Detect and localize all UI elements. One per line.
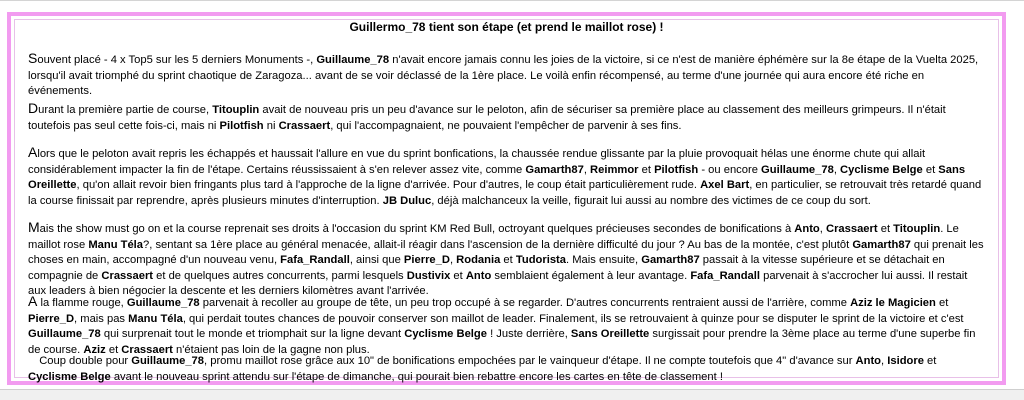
rider-name: Crassaert [101, 269, 154, 282]
text-run: et [877, 223, 894, 235]
text-run: et [105, 343, 122, 356]
rider-name: Fafa_Randall [690, 269, 760, 282]
text-run: et [638, 163, 655, 176]
text-run: et de quelques autres concurrents, parmi lesquels [153, 269, 407, 282]
rider-name: Isidore [887, 355, 924, 367]
rider-name: Gamarth87 [641, 254, 700, 267]
rider-name: Sans Oreillette [28, 163, 966, 192]
text-run: , qu'on allait revoir bien fringants plus tard à l'approche de la ligne d'arrivée. Pour d'autres, le coup était particulièrement rude. [76, 179, 701, 192]
text-run: , qui perdait toutes chances de pouvoir conserver son maillot de leader. Finalement, ils se retrouvaient à quinze pour se disputer le sprint de la victoire et c'est [182, 312, 964, 325]
rider-name: Guillaume_78 [126, 297, 200, 309]
text-run: n'étaient pas loin de la gagne non plus. [172, 343, 370, 356]
rider-name: Anto [855, 355, 882, 367]
text-run: , [881, 355, 888, 367]
rider-name: Aziz [83, 343, 106, 356]
text-run: et [935, 297, 949, 309]
rider-name: Gamarth87 [525, 163, 584, 176]
rider-name: Dustivix [406, 269, 451, 282]
text-run: ?, sentant sa 1ère place au général menacée, allait-il réagir dans l'ascension de la dernière difficulté du jour ? Au bas de la montée, c'est plutôt [143, 238, 853, 251]
rider-name: Pilotfish [654, 163, 699, 176]
text-run: , promu maillot rose grâce aux 10" de bonifications empochées par le vainqueur d'étape. Il ne compte toutefois que 4" d'avance sur [204, 355, 856, 367]
text-run: ais the show must go on et la course reprenait ses droits à l'occasion du sprint KM Red Bull, octroyant quelques précieuses secondes de bonifications à [39, 223, 795, 235]
text-run: et [500, 254, 516, 267]
rider-name: Anto [794, 223, 820, 235]
rider-name: Titouplin [212, 104, 260, 116]
text-run: parvenait à recoller au groupe de tête, un peu trop occupé à se regarder. D'autres concurrents rentraient aussi de l'arrière, comme [199, 297, 851, 309]
rider-name: Cyclisme Belge [840, 163, 923, 176]
rider-name: JB Duluc [382, 194, 432, 207]
rider-name: Crassaert [278, 119, 331, 132]
text-run: , [583, 163, 591, 176]
text-run: surgissait pour prendre la 3ème place au terme d'une superbe fin de course. [28, 328, 976, 356]
rider-name: Axel Bart [700, 179, 750, 192]
rider-name: Guillaume_78 [316, 54, 390, 66]
text-run: la flamme rouge, [37, 297, 127, 309]
paragraph-6 [28, 354, 988, 385]
drop-letter: A [28, 144, 38, 160]
text-run: et [922, 163, 939, 176]
paragraph-1 [28, 51, 988, 100]
text-run: qui prenait les choses en main, accompagné d'un nouveau venu, [28, 238, 984, 267]
paragraph-3 [28, 145, 988, 209]
rider-name: Crassaert [825, 223, 878, 235]
paragraph-2 [28, 101, 988, 134]
text-run: semblaient également à leur avantage. [491, 269, 691, 282]
text-run: lors que le peloton avait repris les échappés et haussait l'allure en vue du sprint bonfications, la chaussée rendue glissante par la pluie provoquait hélas une énorme chute qui allait considérablement impacter la fin de l'étape. Certains réussissaient à s'en relever assez vite, comme [28, 148, 926, 176]
text-run: - ou encore [698, 163, 762, 176]
text-run: Coup double pour [39, 355, 132, 367]
rider-name: Manu Téla [88, 238, 144, 251]
text-run: n'avait encore jamais connu les joies de la victoire, si ce n'est de manière éphémère sur la 8e étape de la Vuelta 2025, lorsqu'il avait triomphé du sprint chaotique de Zaragoza... avant de se voir déclassé de la 1ère place. Le voilà enfin récompensé, au terme d'une journée qui aura encore été riche en événements. [28, 54, 979, 98]
rider-name: Fafa_Randall [280, 254, 350, 267]
text-run: . Le maillot rose [28, 223, 959, 251]
text-run: , qui l'accompagnaient, ne pouvaient l'empêcher de parvenir à ses fins. [330, 119, 682, 132]
paragraph-5 [28, 294, 988, 358]
text-run: , en particulier, se retrouvait très retardé quand la course finissait par reprendre, après plusieurs minutes d'interruption. [28, 179, 982, 207]
text-run: urant la première partie de course, [38, 104, 213, 116]
rider-name: Guillaume_78 [131, 355, 205, 367]
text-run: ouvent placé - 4 x Top5 sur les 5 derniers Monuments -, [37, 54, 317, 66]
article-textbox[interactable] [7, 12, 1006, 385]
drop-letter: M [28, 219, 40, 235]
sheet-bottom-gridline [0, 389, 1024, 400]
rider-name: Aziz le Magicien [850, 297, 936, 309]
rider-name: Rodania [456, 254, 501, 267]
rider-name: Pierre_D [403, 254, 450, 267]
rider-name: Tudorista [515, 254, 566, 267]
drop-letter: S [28, 50, 38, 66]
drop-letter: D [28, 100, 39, 116]
rider-name: Cyclisme Belge [28, 370, 111, 383]
text-run: , [833, 163, 841, 176]
rider-name: Reimmor [590, 163, 639, 176]
text-run: et [450, 269, 466, 282]
text-run: . Mais ensuite, [566, 254, 642, 267]
rider-name: Crassaert [121, 343, 173, 356]
text-run: parvenait à s'accrocher lui aussi. Il restait aux leaders à bien négocier la descente et les derniers kilomètres avant l'arrivée. [28, 269, 968, 298]
text-run: qui surprenait tout le monde et triomphait sur la ligne devant [100, 328, 405, 341]
article-title: Guillermo_78 tient son étape (et prend le maillot rose) ! [349, 20, 664, 34]
rider-name: Pilotfish [219, 119, 264, 132]
text-run: ni [263, 119, 279, 132]
text-run: avant le nouveau sprint attendu sur l'étape de dimanche, qui pourait bien rebattre encore les cartes en tête de classement ! [110, 370, 723, 383]
text-run: passait à la vitesse supérieure et se détachait en compagnie de [28, 254, 945, 282]
rider-name: Titouplin [893, 223, 941, 235]
rider-name: Guillaume_78 [28, 328, 101, 341]
rider-name: Manu Téla [128, 312, 183, 325]
rider-name: Pierre_D [28, 312, 75, 325]
text-run: , [819, 223, 826, 235]
rider-name: Anto [465, 269, 492, 282]
rider-name: Gamarth87 [852, 238, 911, 251]
text-run: avait de nouveau pris un peu d'avance sur le peloton, afin de sécuriser sa première place au classement des meilleurs grimpeurs. Il n'était toutefois pas seul cette fois-ci, mais ni [28, 104, 946, 132]
text-run: , [449, 254, 457, 267]
rider-name: Cyclisme Belge [404, 328, 487, 341]
paragraph-4 [28, 220, 988, 300]
rider-name: Guillaume_78 [761, 163, 834, 176]
rider-name: Sans Oreillette [570, 328, 650, 341]
text-run: et [923, 355, 937, 367]
text-run: , ainsi que [349, 254, 404, 267]
drop-letter: A [28, 293, 38, 309]
text-run: , déjà malchanceux la veille, figurait lui aussi au nombre des victimes de ce coup du sort. [431, 194, 871, 207]
text-run: ! Juste derrière, [486, 328, 571, 341]
text-run: , mais pas [74, 312, 129, 325]
